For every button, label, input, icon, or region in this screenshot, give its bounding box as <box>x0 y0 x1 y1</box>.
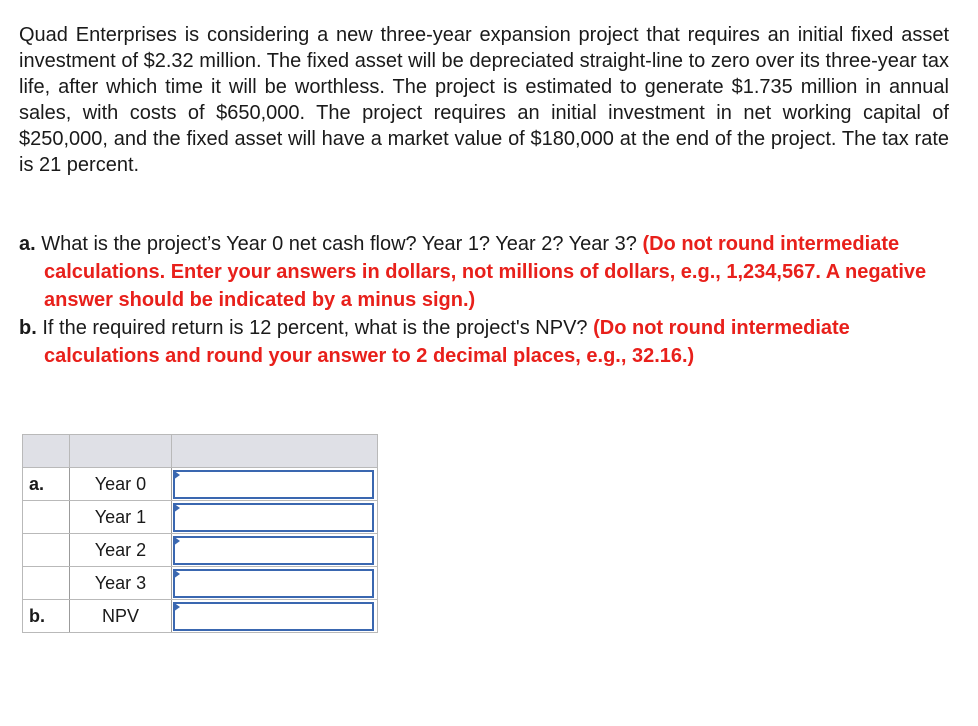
table-row <box>23 501 378 534</box>
row-letter: b. <box>23 600 70 633</box>
table-row <box>23 534 378 567</box>
row-input-cell <box>172 468 378 501</box>
input-marker-icon <box>173 569 180 579</box>
table-row <box>23 468 378 501</box>
question-b <box>19 314 949 370</box>
row-label: Year 3 <box>70 567 172 600</box>
question-a-instruction: (Do not round intermediate calculations. Enter your answers in dollars, not millions of dollars, e.g., 1,234,567. A negative answer should be indicated by a minus sign.) <box>44 233 927 311</box>
question-a-letter: a. <box>19 233 36 255</box>
table-row <box>23 567 378 600</box>
question-b-instruction: (Do not round intermediate calculations and round your answer to 2 decimal places, e.g., 32.16.) <box>44 317 850 367</box>
row-label: NPV <box>70 600 172 633</box>
table-row <box>23 600 378 633</box>
row-label: Year 2 <box>70 534 172 567</box>
question-b-text: If the required return is 12 percent, what is the project's NPV? <box>42 317 588 339</box>
row-input-cell <box>172 600 378 633</box>
year-3-input[interactable] <box>173 569 374 598</box>
input-marker-icon <box>173 536 180 546</box>
question-a <box>19 230 949 314</box>
input-marker-icon <box>173 602 180 612</box>
year-2-input[interactable] <box>173 536 374 565</box>
row-letter: a. <box>23 468 70 501</box>
row-input-cell <box>172 534 378 567</box>
row-input-cell <box>172 567 378 600</box>
row-label: Year 0 <box>70 468 172 501</box>
question-a-text: What is the project’s Year 0 net cash flow? Year 1? Year 2? Year 3? <box>41 233 637 255</box>
row-letter <box>23 567 70 600</box>
row-letter <box>23 534 70 567</box>
input-marker-icon <box>173 470 180 480</box>
answer-table-header <box>23 435 378 468</box>
npv-input[interactable] <box>173 602 374 631</box>
problem-statement: Quad Enterprises is considering a new three-year expansion project that requires an initial fixed asset investment of $2.32 million. The fixed asset will be depreciated straight-line to zero over its three-year tax life, after which time it will be worthless. The project is estimated to generate $1.735 million in annual sales, with costs of $650,000. The project requires an initial investment in net working capital of $250,000, and the fixed asset will have a market value of $180,000 at the end of the project. The tax rate is 21 percent. <box>19 24 949 176</box>
row-label: Year 1 <box>70 501 172 534</box>
year-0-input[interactable] <box>173 470 374 499</box>
header-cell-input <box>172 435 378 468</box>
answer-table <box>22 434 378 633</box>
question-b-letter: b. <box>19 317 37 339</box>
input-marker-icon <box>173 503 180 513</box>
row-letter <box>23 501 70 534</box>
row-input-cell <box>172 501 378 534</box>
year-1-input[interactable] <box>173 503 374 532</box>
header-cell-label <box>70 435 172 468</box>
header-cell-letter <box>23 435 70 468</box>
